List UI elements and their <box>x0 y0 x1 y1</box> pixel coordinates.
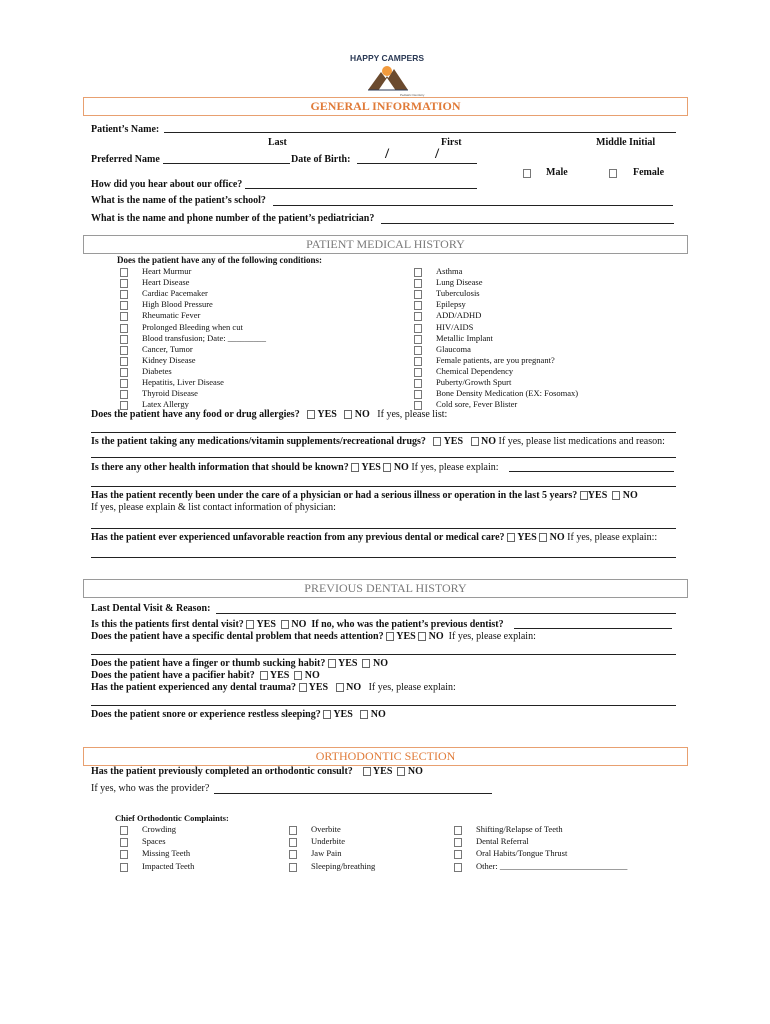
complaint-checkbox-spaces[interactable] <box>120 838 128 847</box>
condition-checkbox-puberty-growth-spurt[interactable] <box>414 379 422 388</box>
thumb-yes-checkbox[interactable] <box>328 659 336 668</box>
complaint-label-sleeping-breathing: Sleeping/breathing <box>311 860 376 871</box>
conditions-question: Does the patient have any of the following conditions: <box>117 255 323 265</box>
complaint-checkbox-impacted-teeth[interactable] <box>120 863 128 872</box>
condition-checkbox-hiv-aids[interactable] <box>414 324 422 333</box>
first-name-caption: First <box>441 137 462 148</box>
pacifier-question: Does the patient have a pacifier habit? YES NO <box>91 670 320 681</box>
complaint-label-oral-habits-tongue-thrust: Oral Habits/Tongue Thrust <box>476 848 568 859</box>
dob-slash-1: / <box>385 146 390 162</box>
condition-label-high-blood-pressure: High Blood Pressure <box>142 299 213 310</box>
first-visit-question: Is this the patients first dental visit? YES NO If no, who was the patient’s previous dentist? <box>91 619 504 630</box>
allergies-question: Does the patient have any food or drug allergies? YES NO If yes, please list: <box>91 409 448 420</box>
last-visit-field[interactable] <box>216 613 676 614</box>
pacifier-no-checkbox[interactable] <box>294 671 302 680</box>
school-field[interactable] <box>273 205 673 206</box>
condition-checkbox-high-blood-pressure[interactable] <box>120 301 128 310</box>
consult-yes-checkbox[interactable] <box>363 767 371 776</box>
heard-label: How did you hear about our office? <box>91 179 243 190</box>
condition-label-heart-disease: Heart Disease <box>142 277 190 288</box>
complaint-checkbox-dental-referral[interactable] <box>454 838 462 847</box>
trauma-no-checkbox[interactable] <box>336 683 344 692</box>
physician-note: If yes, please explain & list contact information of physician: <box>91 502 336 513</box>
condition-checkbox-lung-disease[interactable] <box>414 279 422 288</box>
medical-history-header: PATIENT MEDICAL HISTORY <box>83 235 688 254</box>
complaint-checkbox-sleeping-breathing[interactable] <box>289 863 297 872</box>
physician-question: Has the patient recently been under the care of a physician or had a serious illness or operation in the last 5 years? YES NO <box>91 490 638 501</box>
patient-name-field[interactable] <box>164 132 676 133</box>
provider-label: If yes, who was the provider? <box>91 783 210 794</box>
male-label: Male <box>546 167 568 178</box>
last-name-caption: Last <box>268 137 287 148</box>
logo-text: HAPPY CAMPERS <box>350 53 424 63</box>
condition-label-rheumatic-fever: Rheumatic Fever <box>142 310 201 321</box>
condition-label-heart-murmur: Heart Murmur <box>142 266 192 276</box>
school-label: What is the name of the patient’s school? <box>91 195 266 206</box>
condition-label-cancer-tumor: Cancer, Tumor <box>142 343 193 354</box>
general-info-header: GENERAL INFORMATION <box>83 97 688 116</box>
first-visit-no-checkbox[interactable] <box>281 620 289 629</box>
condition-label-kidney-disease: Kidney Disease <box>142 354 196 365</box>
snore-question: Does the patient snore or experience restless sleeping? YES NO <box>91 709 386 720</box>
complaint-label-crowding: Crowding <box>142 824 176 834</box>
condition-checkbox-hepatitis-liver-disease[interactable] <box>120 379 128 388</box>
reaction-no-checkbox[interactable] <box>539 533 547 542</box>
medications-field[interactable] <box>91 457 676 458</box>
condition-label-puberty-growth-spurt: Puberty/Growth Spurt <box>436 377 512 387</box>
provider-field[interactable] <box>214 793 492 794</box>
allergies-no-checkbox[interactable] <box>344 410 352 419</box>
snore-no-checkbox[interactable] <box>360 710 368 719</box>
dob-slash-2: / <box>435 146 440 162</box>
complaint-label-shifting-relapse-of-teeth: Shifting/Relapse of Teeth <box>476 824 563 834</box>
meds-no-checkbox[interactable] <box>471 437 479 446</box>
allergies-field[interactable] <box>91 432 676 433</box>
reaction-field[interactable] <box>91 557 676 558</box>
complaint-label-overbite: Overbite <box>311 824 341 834</box>
practice-logo <box>350 50 425 98</box>
condition-checkbox-asthma[interactable] <box>414 268 422 277</box>
condition-checkbox-diabetes[interactable] <box>120 368 128 377</box>
condition-label-lung-disease: Lung Disease <box>436 277 483 288</box>
condition-checkbox-heart-disease[interactable] <box>120 279 128 288</box>
condition-checkbox-rheumatic-fever[interactable] <box>120 312 128 321</box>
condition-label-add-adhd: ADD/ADHD <box>436 310 482 321</box>
condition-label-chemical-dependency: Chemical Dependency <box>436 365 514 376</box>
other-health-question: Is there any other health information that should be known? YES NO If yes, please explain: <box>91 462 499 473</box>
consult-question: Has the patient previously completed an orthodontic consult? YES NO <box>91 766 423 777</box>
other-no-checkbox[interactable] <box>383 463 391 472</box>
complaint-checkbox-other[interactable] <box>454 863 462 872</box>
condition-checkbox-cardiac-pacemaker[interactable] <box>120 290 128 299</box>
condition-checkbox-tuberculosis[interactable] <box>414 290 422 299</box>
condition-label-metallic-implant: Metallic Implant <box>436 332 493 343</box>
thumb-sucking-question: Does the patient have a finger or thumb sucking habit? YES NO <box>91 658 388 669</box>
problem-yes-checkbox[interactable] <box>386 632 394 641</box>
last-visit-label: Last Dental Visit & Reason: <box>91 603 211 614</box>
condition-label-bone-density-medication-ex-fosom: Bone Density Medication (EX: Fosomax) <box>436 388 579 399</box>
medications-question: Is the patient taking any medications/vitamin supplements/recreational drugs? YES NO If yes, please list medications and reason: <box>91 436 665 447</box>
condition-checkbox-metallic-implant[interactable] <box>414 335 422 344</box>
meds-yes-checkbox[interactable] <box>433 437 441 446</box>
condition-label-female-patients-are-you-pregnant: Female patients, are you pregnant? <box>436 354 555 365</box>
first-visit-yes-checkbox[interactable] <box>246 620 254 629</box>
dental-history-header: PREVIOUS DENTAL HISTORY <box>83 579 688 598</box>
preferred-name-label: Preferred Name <box>91 154 160 165</box>
complaint-checkbox-missing-teeth[interactable] <box>120 850 128 859</box>
complaint-label-dental-referral: Dental Referral <box>476 836 529 847</box>
female-checkbox[interactable] <box>609 169 617 178</box>
reaction-yes-checkbox[interactable] <box>507 533 515 542</box>
patient-name-label: Patient’s Name: <box>91 124 160 135</box>
complaint-checkbox-shifting-relapse-of-teeth[interactable] <box>454 826 462 835</box>
condition-checkbox-heart-murmur[interactable] <box>120 268 128 277</box>
other-health-field[interactable] <box>91 486 676 487</box>
condition-label-thyroid-disease: Thyroid Disease <box>142 388 198 399</box>
complaint-checkbox-oral-habits-tongue-thrust[interactable] <box>454 850 462 859</box>
condition-label-prolonged-bleeding-when-cut: Prolonged Bleeding when cut <box>142 321 243 332</box>
condition-label-diabetes: Diabetes <box>142 365 172 376</box>
male-checkbox[interactable] <box>523 169 531 178</box>
problem-no-checkbox[interactable] <box>418 632 426 641</box>
middle-initial-caption: Middle Initial <box>596 137 656 148</box>
condition-checkbox-glaucoma[interactable] <box>414 346 422 355</box>
complaint-label-spaces: Spaces <box>142 836 166 847</box>
condition-checkbox-cancer-tumor[interactable] <box>120 346 128 355</box>
logo-graphic <box>350 50 425 98</box>
complaint-checkbox-overbite[interactable] <box>289 826 297 835</box>
consult-no-checkbox[interactable] <box>397 767 405 776</box>
female-label: Female <box>633 167 665 178</box>
complaint-label-impacted-teeth: Impacted Teeth <box>142 860 195 871</box>
condition-label-asthma: Asthma <box>436 266 463 276</box>
physician-yes-checkbox[interactable] <box>580 491 588 500</box>
pediatrician-label: What is the name and phone number of the patient’s pediatrician? <box>91 213 375 224</box>
dob-field[interactable] <box>357 163 477 164</box>
pediatrician-field[interactable] <box>381 223 674 224</box>
condition-label-latex-allergy: Latex Allergy <box>142 399 189 410</box>
logo-tagline: Pediatric Dentistry <box>400 93 425 97</box>
condition-label-blood-transfusion-date: Blood transfusion; Date: _________ <box>142 332 266 343</box>
trauma-question: Has the patient experienced any dental trauma? YES NO If yes, please explain: <box>91 682 456 693</box>
other-explain-field[interactable] <box>509 471 674 472</box>
condition-checkbox-add-adhd[interactable] <box>414 312 422 321</box>
trauma-yes-checkbox[interactable] <box>299 683 307 692</box>
complaints-title: Chief Orthodontic Complaints: <box>115 813 229 823</box>
condition-label-cold-sore-fever-blister: Cold sore, Fever Blister <box>436 399 518 410</box>
dental-problem-question: Does the patient have a specific dental problem that needs attention? YES NO If yes, please explain: <box>91 631 536 642</box>
condition-checkbox-kidney-disease[interactable] <box>120 357 128 366</box>
allergies-yes-checkbox[interactable] <box>307 410 315 419</box>
thumb-no-checkbox[interactable] <box>362 659 370 668</box>
condition-checkbox-female-patients-are-you-pregnant[interactable] <box>414 357 422 366</box>
condition-checkbox-prolonged-bleeding-when-cut[interactable] <box>120 324 128 333</box>
condition-checkbox-blood-transfusion-date[interactable] <box>120 335 128 344</box>
previous-dentist-field[interactable] <box>514 628 672 629</box>
physician-field[interactable] <box>91 528 676 529</box>
dental-problem-field[interactable] <box>91 654 676 655</box>
condition-checkbox-epilepsy[interactable] <box>414 301 422 310</box>
dob-label: Date of Birth: <box>291 154 351 165</box>
condition-label-cardiac-pacemaker: Cardiac Pacemaker <box>142 288 208 299</box>
pacifier-yes-checkbox[interactable] <box>260 671 268 680</box>
trauma-field[interactable] <box>91 705 676 706</box>
orthodontic-header: ORTHODONTIC SECTION <box>83 747 688 766</box>
complaint-checkbox-underbite[interactable] <box>289 838 297 847</box>
condition-label-hiv-aids: HIV/AIDS <box>436 321 474 332</box>
snore-yes-checkbox[interactable] <box>323 710 331 719</box>
complaint-label-missing-teeth: Missing Teeth <box>142 848 191 859</box>
preferred-name-field[interactable] <box>163 163 290 164</box>
other-yes-checkbox[interactable] <box>351 463 359 472</box>
condition-checkbox-bone-density-medication-ex-fosom[interactable] <box>414 390 422 399</box>
condition-label-tuberculosis: Tuberculosis <box>436 288 480 299</box>
condition-label-epilepsy: Epilepsy <box>436 299 466 310</box>
complaint-label-other: Other: ______________________________ <box>476 860 628 871</box>
complaint-label-underbite: Underbite <box>311 836 345 847</box>
complaint-checkbox-crowding[interactable] <box>120 826 128 835</box>
condition-checkbox-chemical-dependency[interactable] <box>414 368 422 377</box>
condition-label-hepatitis-liver-disease: Hepatitis, Liver Disease <box>142 377 224 387</box>
physician-no-checkbox[interactable] <box>612 491 620 500</box>
condition-checkbox-thyroid-disease[interactable] <box>120 390 128 399</box>
reaction-question: Has the patient ever experienced unfavorable reaction from any previous dental or medical care? YES NO If yes, please explain:: <box>91 532 658 543</box>
heard-field[interactable] <box>245 188 477 189</box>
complaint-checkbox-jaw-pain[interactable] <box>289 850 297 859</box>
condition-label-glaucoma: Glaucoma <box>436 343 471 354</box>
complaint-label-jaw-pain: Jaw Pain <box>311 848 342 859</box>
